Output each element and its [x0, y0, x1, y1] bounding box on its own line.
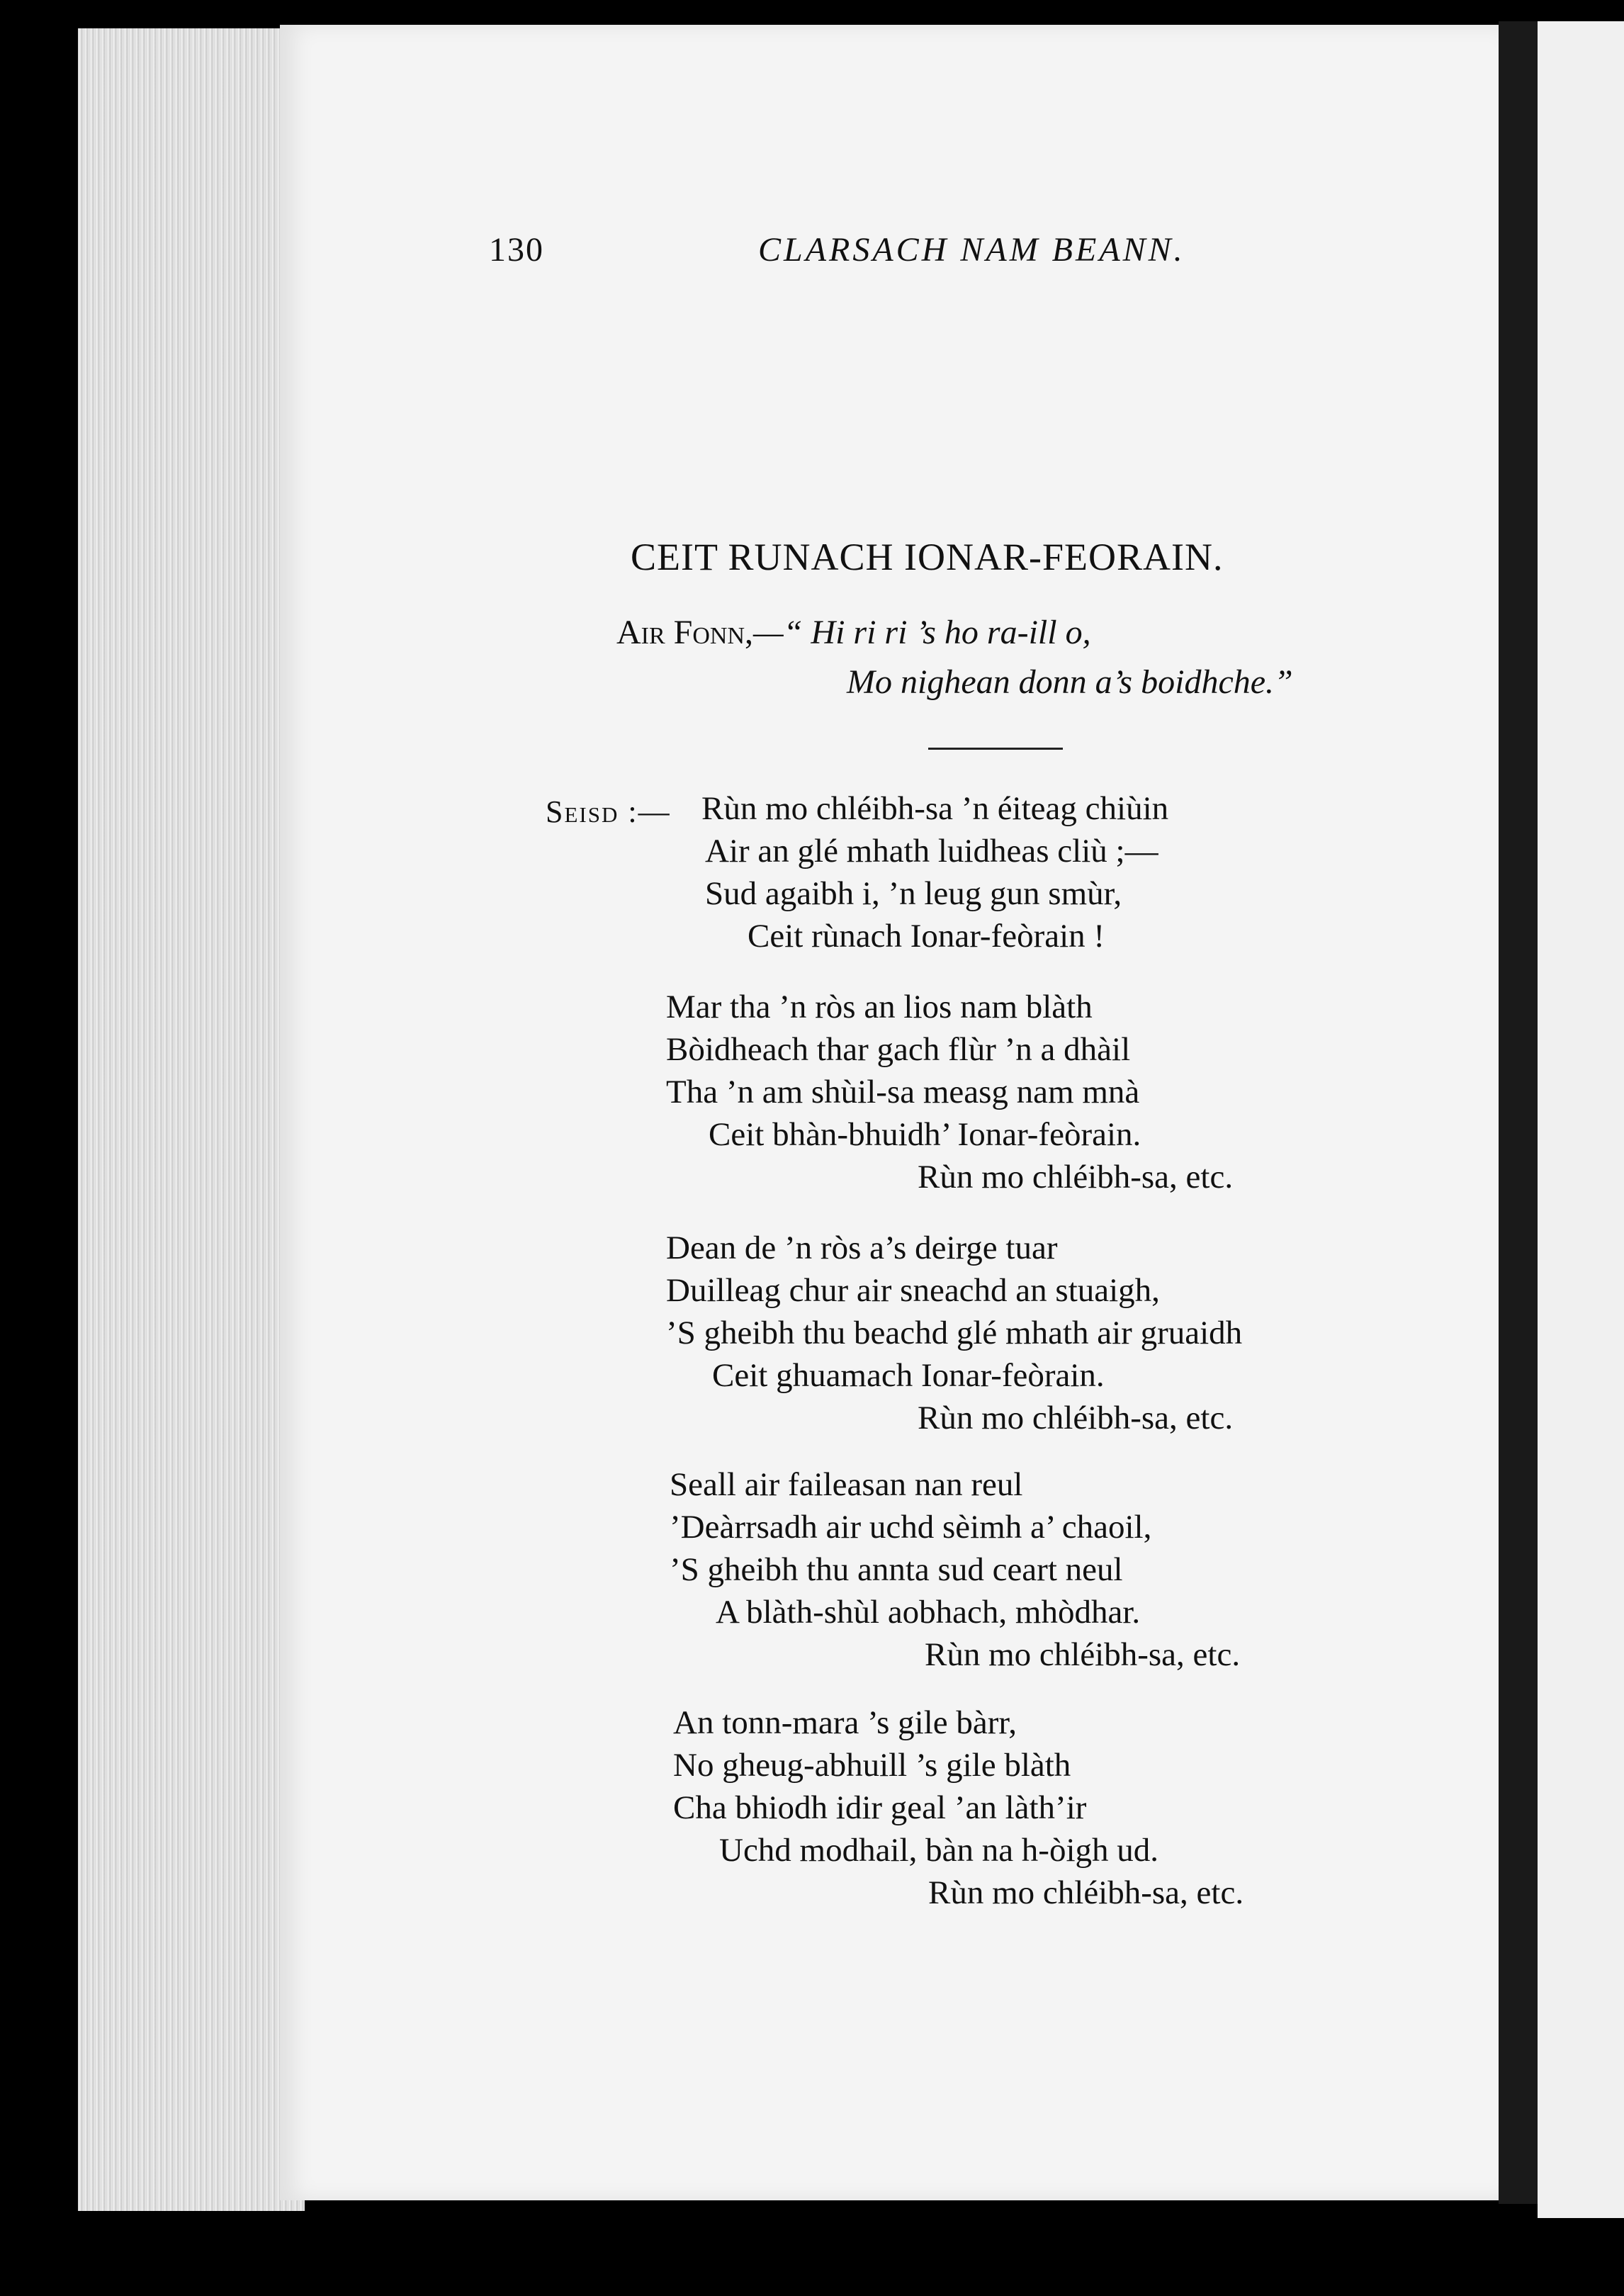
page-number: 130 [489, 231, 544, 269]
verse-line: ’S gheibh thu annta sud ceart neul [670, 1551, 1123, 1588]
verse-line: ’Deàrrsadh air uchd sèimh a’ chaoil, [670, 1509, 1152, 1546]
verse-line: Duilleag chur air sneachd an stuaigh, [666, 1272, 1160, 1309]
verse-line: A blàth-shùl aobhach, mhòdhar. [716, 1594, 1141, 1631]
refrain-line: Rùn mo chléibh-sa, etc. [918, 1400, 1234, 1436]
verse-line: Seall air faileasan nan reul [670, 1466, 1023, 1503]
refrain-line: Rùn mo chléibh-sa, etc. [918, 1159, 1234, 1195]
air-tune-line-2: Mo nighean donn a’s boidhche.” [847, 663, 1293, 701]
refrain-line: Rùn mo chléibh-sa, etc. [925, 1636, 1241, 1673]
air-line [616, 613, 1091, 652]
divider-rule [928, 748, 1063, 750]
verse-line: An tonn-mara ’s gile bàrr, [673, 1704, 1017, 1741]
verse-line: Mar tha ’n ròs an lios nam blàth [666, 989, 1093, 1025]
next-page-edge [1538, 21, 1624, 2218]
verse-line: Tha ’n am shùil-sa measg nam mnà [666, 1074, 1140, 1110]
verse-line: Bòidheach thar gach flùr ’n a dhàil [666, 1031, 1131, 1068]
verse-line: Uchd modhail, bàn na h-òigh ud. [719, 1832, 1159, 1869]
song-title: CEIT RUNACH IONAR-FEORAIN. [631, 536, 1224, 578]
verse-line: Ceit ghuamach Ionar-feòrain. [712, 1357, 1105, 1394]
chorus-line: Ceit rùnach Ionar-feòrain ! [748, 918, 1105, 955]
verse-line: Dean de ’n ròs a’s deirge tuar [666, 1229, 1058, 1266]
chorus-line: Air an glé mhath luidheas cliù ;— [705, 833, 1158, 870]
chorus-label: Seisd :— [546, 794, 671, 829]
chorus-line: Sud agaibh i, ’n leug gun smùr, [705, 875, 1122, 912]
verse-line: ’S gheibh thu beachd glé mhath air gruaidh [666, 1315, 1243, 1351]
verse-line: Ceit bhàn-bhuidh’ Ionar-feòrain. [709, 1116, 1141, 1153]
verse-line: Cha bhiodh idir geal ’an làth’ir [673, 1789, 1087, 1826]
verse-line: No gheug-abhuill ’s gile blàth [673, 1747, 1071, 1784]
running-title: CLARSACH NAM BEANN. [758, 231, 1185, 269]
air-label: Air Fonn, [616, 614, 754, 651]
page-edges [78, 28, 305, 2211]
book-page [280, 25, 1499, 2200]
gutter-shadow [1499, 21, 1538, 2204]
chorus-line: Rùn mo chléibh-sa ’n éiteag chiùin [701, 790, 1169, 827]
air-tune-line-1: —“ Hi ri ri ’s ho ra-ill o, [753, 614, 1091, 651]
refrain-line: Rùn mo chléibh-sa, etc. [928, 1874, 1244, 1911]
